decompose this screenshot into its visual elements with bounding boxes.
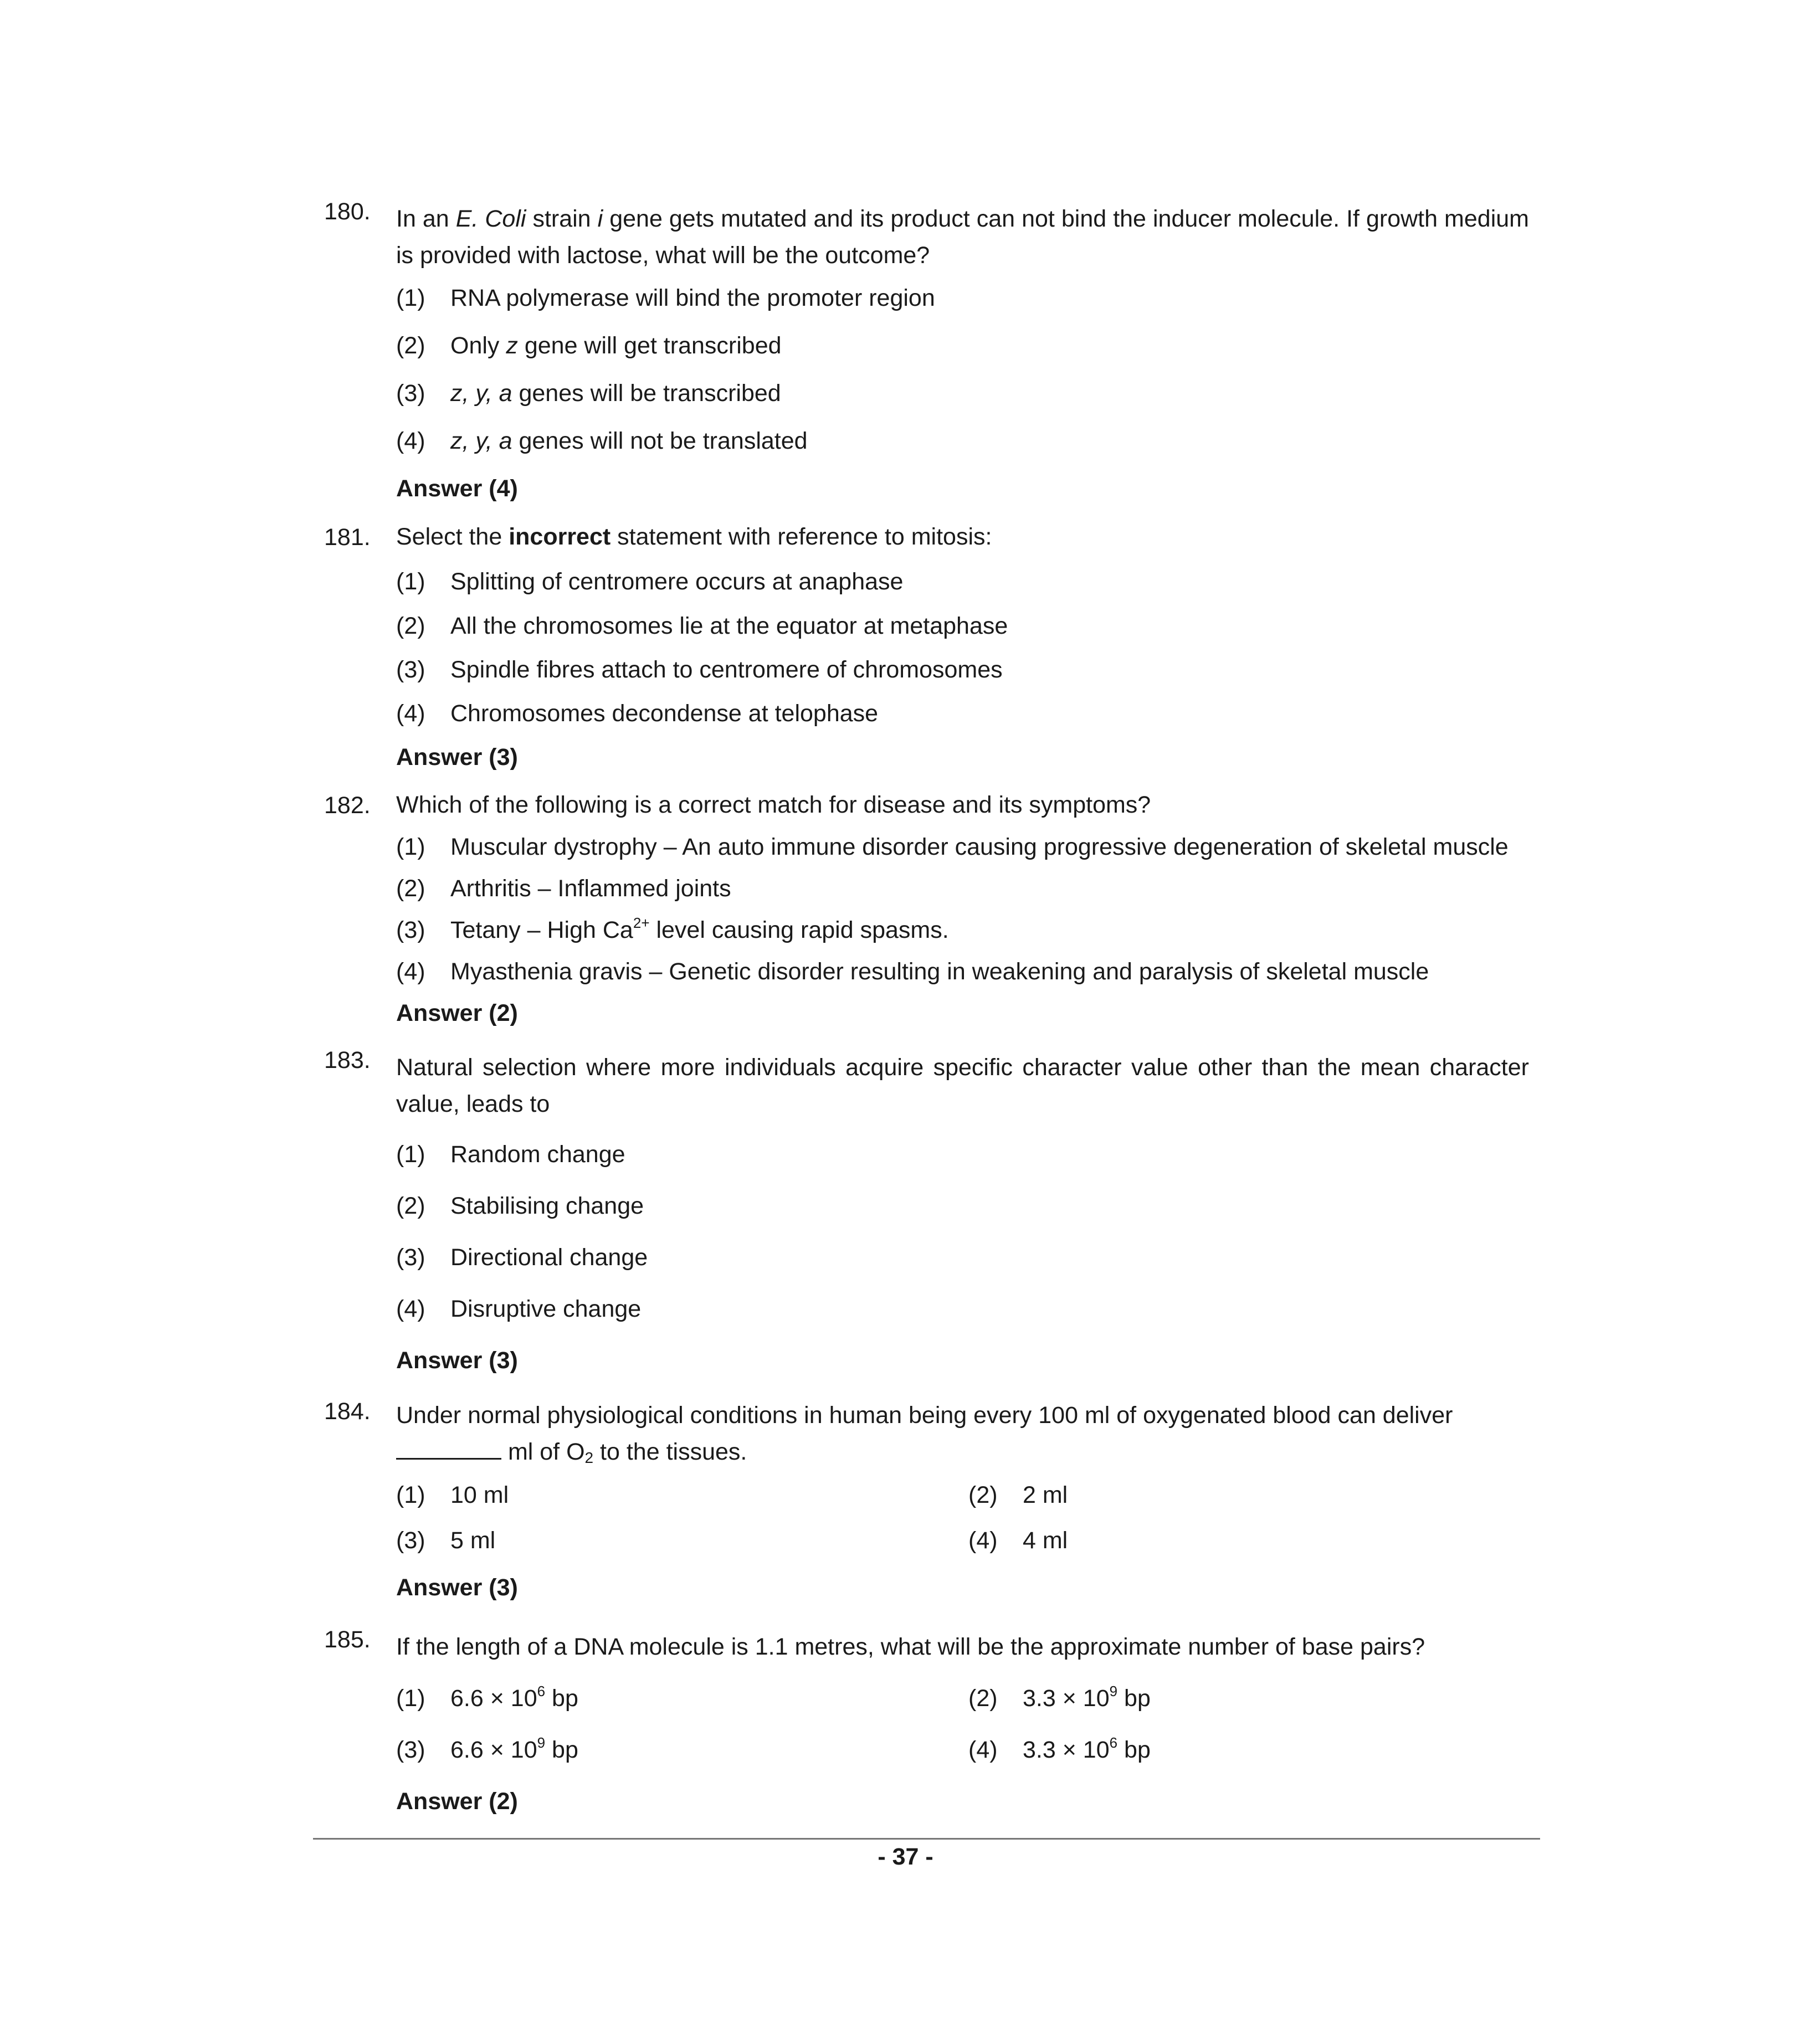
footer-divider — [313, 1838, 1540, 1840]
question-text: Under normal physiological conditions in human being every 100 ml of oxygenated blood can deliver ml of $O_2$ to the tissues. — [396, 1402, 1453, 1466]
option: (4) Disruptive change — [396, 1296, 642, 1322]
question-number: 183. — [324, 1047, 371, 1074]
question-text: Select the incorrect statement with reference to mitosis: — [396, 523, 992, 550]
option: (2) 2 ml — [968, 1482, 1068, 1508]
option: (3) z, y, a genes will be transcribed — [396, 380, 781, 407]
answer-blank — [396, 1438, 501, 1460]
option: (1) Random change — [396, 1141, 625, 1168]
option: (4) Chromosomes decondense at telophase — [396, 700, 879, 727]
option: (4) 4 ml — [968, 1527, 1068, 1554]
question-number: 182. — [324, 792, 371, 819]
answer: Answer (3) — [396, 1347, 518, 1374]
option: (1) 10 ml — [396, 1482, 509, 1508]
option: (2) $3.3 \times 10^9$ bp — [968, 1683, 1151, 1712]
option: (3) Directional change — [396, 1244, 648, 1271]
option: (1) RNA polymerase will bind the promoter region — [396, 285, 935, 311]
option: (1) $6.6 \times 10^6$ bp — [396, 1683, 578, 1712]
question-number: 181. — [324, 524, 371, 551]
question-number: 184. — [324, 1398, 371, 1425]
option: (4) z, y, a genes will not be translated — [396, 428, 808, 454]
question-number: 180. — [324, 198, 371, 225]
option: (1) Splitting of centromere occurs at anaphase — [396, 568, 904, 595]
option: (4) $3.3 \times 10^6$ bp — [968, 1734, 1151, 1763]
option: (2) Stabilising change — [396, 1193, 644, 1219]
answer: Answer (2) — [396, 1000, 518, 1026]
answer: Answer (2) — [396, 1788, 518, 1815]
answer: Answer (3) — [396, 744, 518, 771]
option: (4) Myasthenia gravis – Genetic disorder resulting in weakening and paralysis of skeletal muscle — [396, 958, 1429, 985]
answer: Answer (4) — [396, 475, 518, 502]
option: (3) Spindle fibres attach to centromere of chromosomes — [396, 656, 1003, 683]
option: (2) Arthritis – Inflammed joints — [396, 875, 731, 902]
question-text: If the length of a DNA molecule is 1.1 metres, what will be the approximate number of base pairs? — [396, 1634, 1425, 1660]
page-number: - 37 - — [878, 1843, 933, 1870]
option: (3) Tetany – High $Ca^{2+}$ level causing rapid spasms. — [396, 915, 949, 943]
option: (3) $6.6 \times 10^9$ bp — [396, 1734, 578, 1763]
option: (2) Only z gene will get transcribed — [396, 332, 782, 359]
option: (3) 5 ml — [396, 1527, 496, 1554]
answer: Answer (3) — [396, 1574, 518, 1601]
question-text: Natural selection where more individuals acquire specific character value other than the mean character value, leads to — [396, 1054, 1529, 1117]
option: (2) All the chromosomes lie at the equator at metaphase — [396, 613, 1008, 639]
question-number: 185. — [324, 1626, 371, 1653]
option: (1) Muscular dystrophy – An auto immune disorder causing progressive degeneration of skeletal muscle — [396, 834, 1509, 860]
question-text: In an E. Coli strain i gene gets mutated and its product can not bind the inducer molecule. If growth medium is provided with lactose, what will be the outcome? — [396, 206, 1529, 269]
question-text: Which of the following is a correct match for disease and its symptoms? — [396, 792, 1151, 818]
